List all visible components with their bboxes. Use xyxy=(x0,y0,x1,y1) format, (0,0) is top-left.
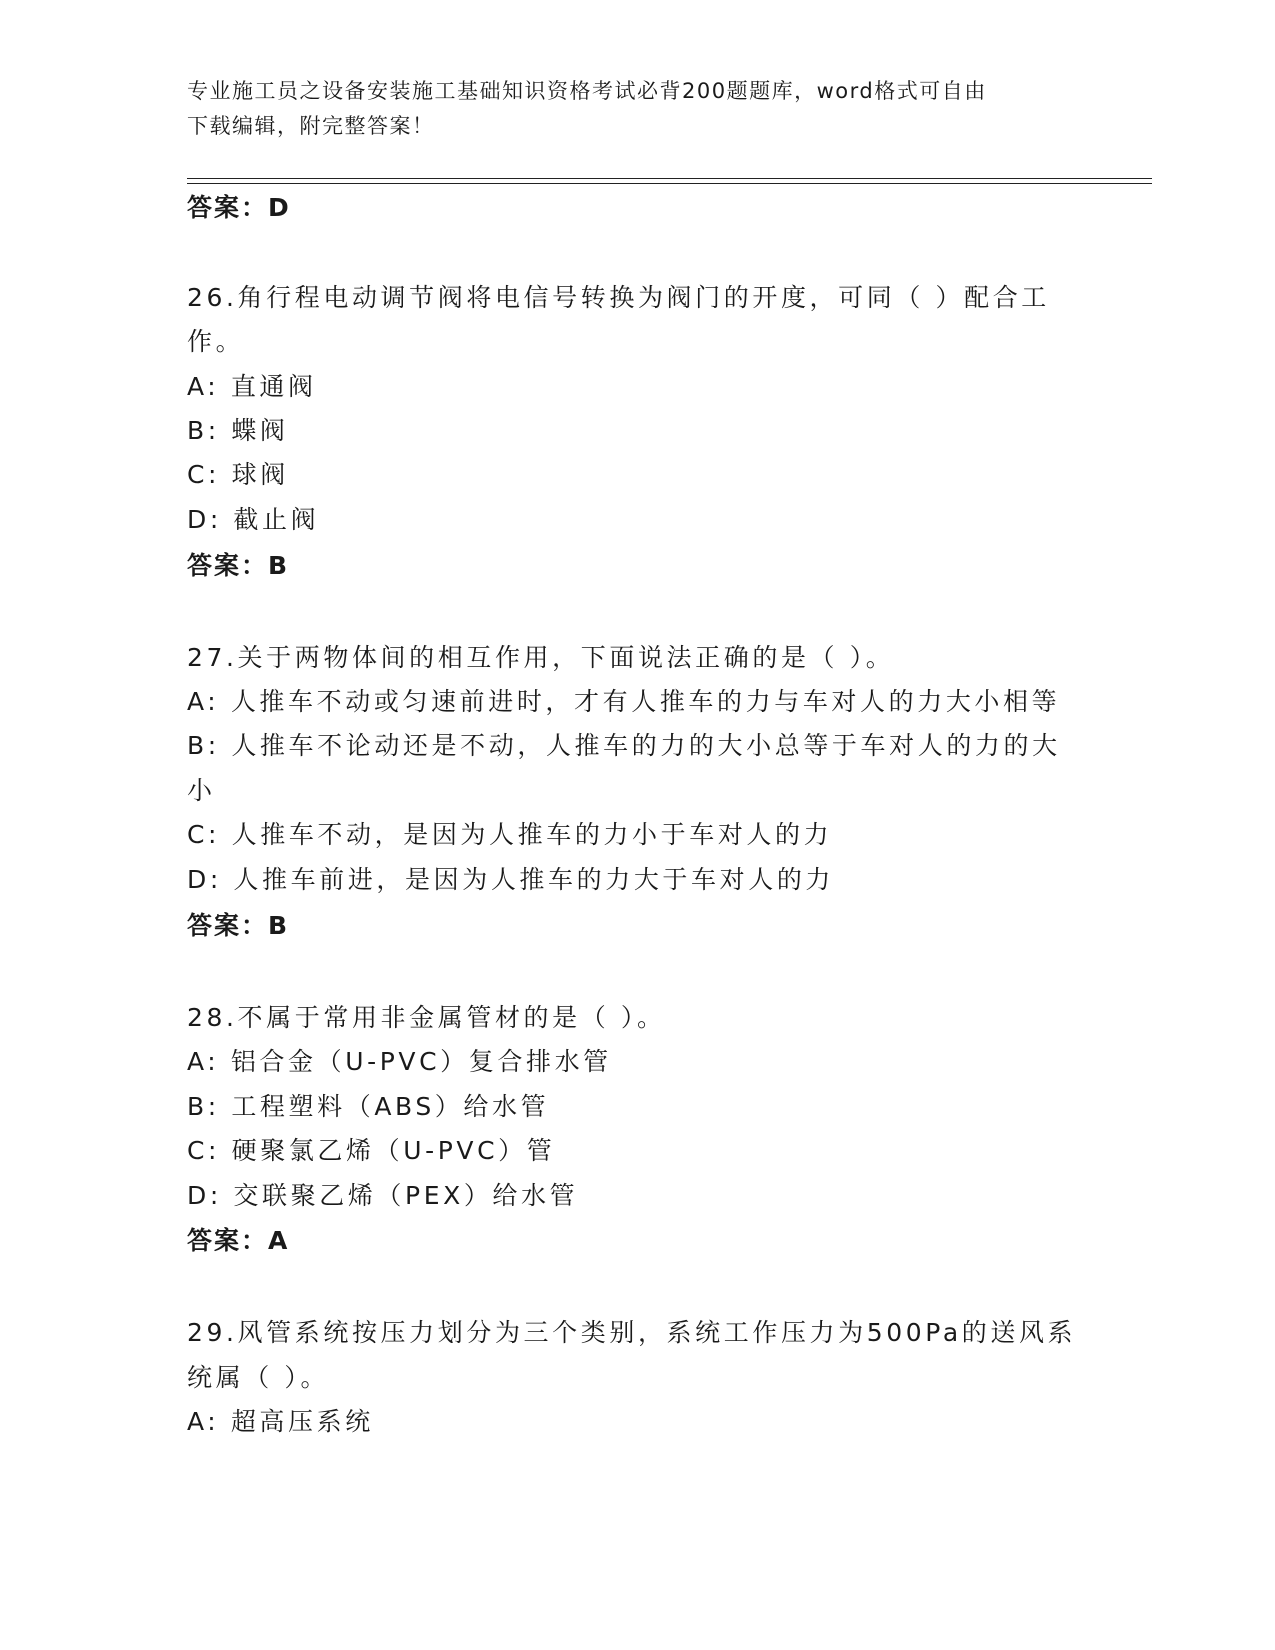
document-header xyxy=(187,74,1067,144)
option-d: D: 截止阀 xyxy=(187,505,320,534)
option-b-continued: 小 xyxy=(187,776,216,805)
option-d: D: 交联聚乙烯（PEX）给水管 xyxy=(187,1181,579,1210)
question-stem: 29.风管系统按压力划分为三个类别，系统工作压力为500Pa的送风系 xyxy=(187,1318,1077,1347)
answer-line: 答案：B xyxy=(187,911,290,940)
answer-line: 答案：B xyxy=(187,551,290,580)
option-c: C: 球阀 xyxy=(187,460,289,489)
option-a: A: 铝合金（U-PVC）复合排水管 xyxy=(187,1047,612,1076)
header-rule-bottom xyxy=(187,183,1152,184)
question-stem: 27.关于两物体间的相互作用，下面说法正确的是（ ）。 xyxy=(187,643,895,672)
option-a: A: 人推车不动或匀速前进时，才有人推车的力与车对人的力大小相等 xyxy=(187,687,1061,716)
option-a: A: 直通阀 xyxy=(187,372,317,401)
question-stem: 26.角行程电动调节阀将电信号转换为阀门的开度，可同（ ）配合工 xyxy=(187,283,1050,312)
question-stem-continued: 作。 xyxy=(187,327,245,356)
option-c: C: 硬聚氯乙烯（U-PVC）管 xyxy=(187,1136,556,1165)
question-stem: 28.不属于常用非金属管材的是（ ）。 xyxy=(187,1003,666,1032)
option-b: B: 蝶阀 xyxy=(187,416,289,445)
header-line-1: 专业施工员之设备安装施工基础知识资格考试必背200题题库，word格式可自由 xyxy=(187,79,987,103)
answer-line: 答案：D xyxy=(187,193,291,222)
answer-line: 答案：A xyxy=(187,1226,290,1255)
question-stem-continued: 统属（ ）。 xyxy=(187,1363,330,1392)
option-a: A: 超高压系统 xyxy=(187,1407,374,1436)
option-b: B: 工程塑料（ABS）给水管 xyxy=(187,1092,550,1121)
header-line-2: 下载编辑，附完整答案！ xyxy=(187,114,435,138)
option-d: D: 人推车前进，是因为人推车的力大于车对人的力 xyxy=(187,865,835,894)
option-b: B: 人推车不论动还是不动，人推车的力的大小总等于车对人的力的大 xyxy=(187,731,1061,760)
option-c: C: 人推车不动，是因为人推车的力小于车对人的力 xyxy=(187,820,833,849)
header-rule-top xyxy=(187,178,1152,179)
